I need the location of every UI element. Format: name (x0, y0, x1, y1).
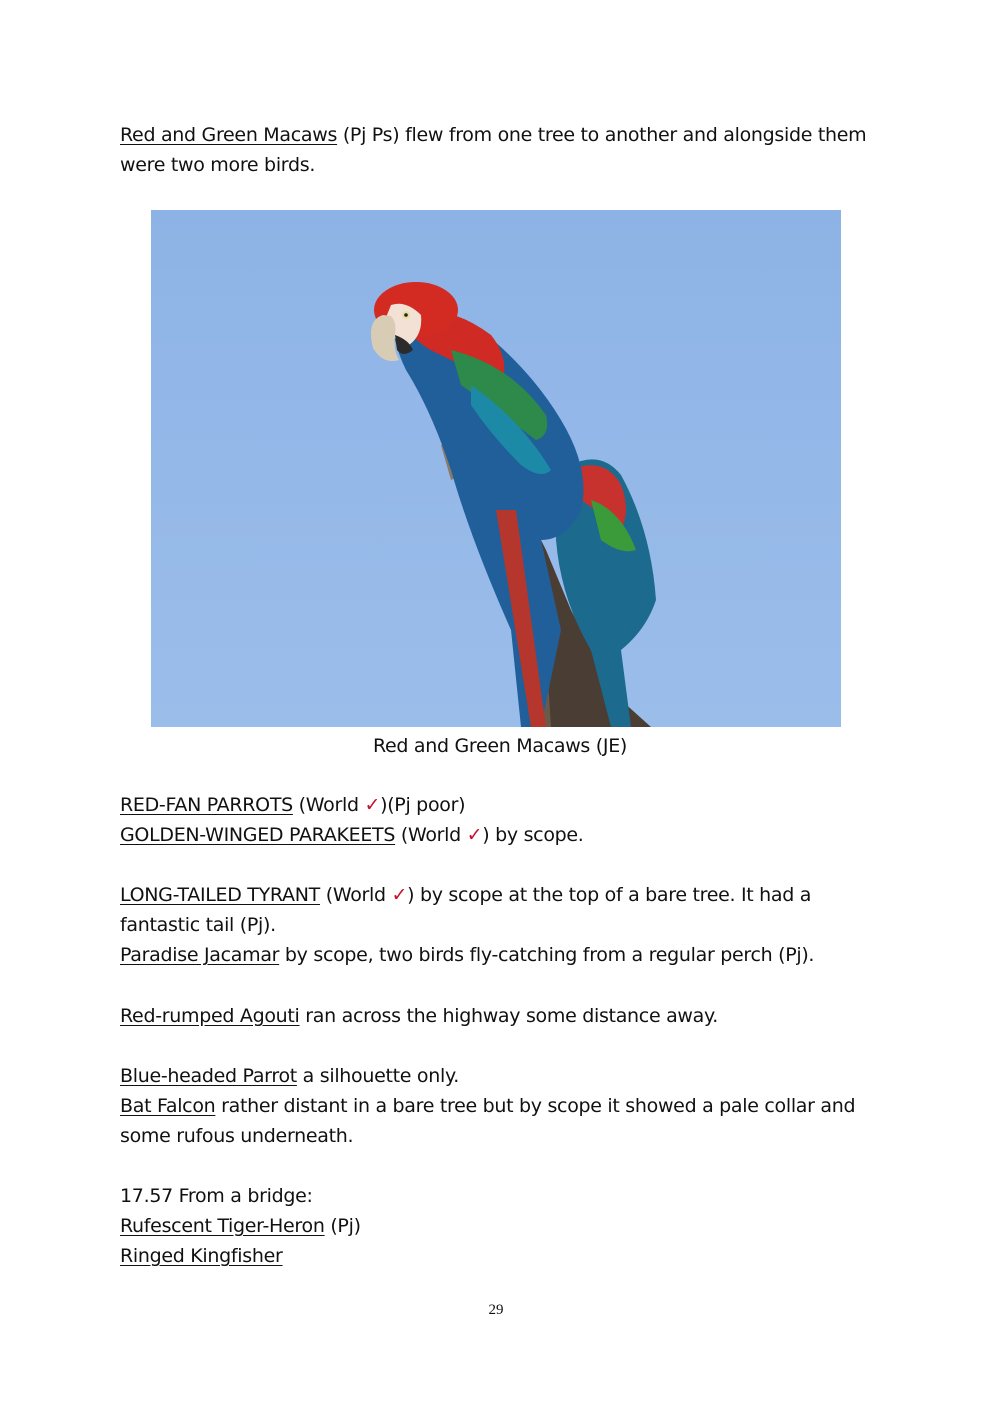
species-link-rufescent-tiger-heron: Rufescent Tiger-Heron (120, 1215, 325, 1237)
species-link-blue-headed-parrot: Blue-headed Parrot (120, 1065, 297, 1087)
checkmark-icon: ✓ (466, 824, 483, 846)
paragraph-text: a silhouette only. (296, 1065, 459, 1087)
paragraph-text: )(Pj poor) (380, 794, 466, 816)
paragraph-text: ) by scope. (482, 824, 584, 846)
paragraph-text: ran across the highway some distance away. (299, 1005, 718, 1027)
paragraph-bridge (120, 1181, 880, 1271)
paragraph-text: (Pj) (324, 1215, 361, 1237)
paragraph-text: (World (395, 824, 467, 846)
species-link-long-tailed-tyrant: LONG-TAILED TYRANT (120, 884, 320, 906)
species-link-ringed-kingfisher: Ringed Kingfisher (120, 1245, 283, 1267)
paragraph-text: ) by scope at the top of a bare tree. It had a fantastic tail (Pj). (120, 884, 812, 936)
species-link-golden-winged-parakeets: GOLDEN-WINGED PARAKEETS (120, 824, 396, 846)
paragraph-text: by scope, two birds fly-catching from a regular perch (Pj). (279, 944, 815, 966)
paragraph-parrots (120, 790, 880, 850)
paragraph-text: (World (292, 794, 365, 816)
species-link-red-fan-parrots: RED-FAN PARROTS (120, 794, 293, 816)
macaw-photo (151, 210, 841, 727)
photo-caption: Red and Green Macaws (JE) (372, 735, 628, 757)
paragraph-text: (World (319, 884, 392, 906)
checkmark-icon: ✓ (391, 884, 408, 906)
paragraph-text: rather distant in a bare tree but by scope it showed a pale collar and some rufous underneath. (120, 1095, 856, 1147)
paragraph-text: (Pj Ps) flew from one tree to another and alongside them were two more birds. (120, 124, 867, 176)
species-link-red-and-green-macaws: Red and Green Macaws (120, 124, 338, 146)
species-link-red-rumped-agouti: Red-rumped Agouti (120, 1005, 300, 1027)
bridge-intro: 17.57 From a bridge: (120, 1185, 313, 1207)
species-link-paradise-jacamar: Paradise Jacamar (120, 944, 280, 966)
species-link-bat-falcon: Bat Falcon (120, 1095, 216, 1117)
paragraph-agouti (120, 1001, 880, 1031)
paragraph-parrot-falcon (120, 1061, 880, 1151)
checkmark-icon: ✓ (364, 794, 381, 816)
paragraph-tyrant (120, 880, 880, 970)
page-number: 29 (488, 1302, 504, 1318)
paragraph-macaws (120, 120, 880, 180)
